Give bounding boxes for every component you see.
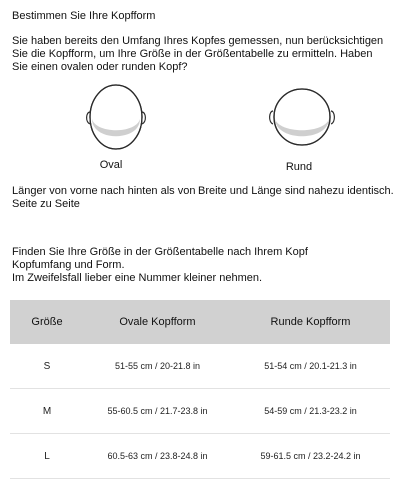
size-finder-text [12,246,397,285]
table-row [10,434,390,479]
round-head-icon [262,84,342,150]
cell-round: 59-61.5 cm / 23.2-24.2 in [231,434,390,479]
cell-round: 54-59 cm / 21.3-23.2 in [231,389,390,434]
cell-size: S [10,344,84,389]
intro-line: Sie haben bereits den Umfang Ihres Kopfes gemessen, nun berücksichtigen [12,35,384,47]
round-label: Rund [285,161,313,173]
cell-oval: 60.5-63 cm / 23.8-24.8 in [84,434,231,479]
intro-text [12,35,397,74]
section-heading: Bestimmen Sie Ihre Kopfform [12,10,156,22]
round-desc-line: Breite und Länge sind nahezu identisch. [198,185,394,197]
header-round: Runde Kopfform [231,300,390,344]
oval-desc-line: Länger von vorne nach hinten als von [12,185,196,197]
cell-oval: 51-55 cm / 20-21.8 in [84,344,231,389]
header-oval: Ovale Kopfform [84,300,231,344]
table-row [10,389,390,434]
size-table [10,300,390,479]
table-header-row [10,300,390,344]
oval-description [12,185,202,211]
finder-line: Kopfumfang und Form. [12,259,125,271]
oval-head-icon [76,82,156,152]
finder-line: Im Zweifelsfall lieber eine Nummer kleiner nehmen. [12,272,263,284]
cell-size: M [10,389,84,434]
cell-size: L [10,434,84,479]
round-description [198,185,398,198]
table-row [10,344,390,389]
cell-oval: 55-60.5 cm / 21.7-23.8 in [84,389,231,434]
header-size: Größe [10,300,84,344]
intro-line: Sie einen ovalen oder runden Kopf? [12,61,188,73]
oval-label: Oval [99,159,123,171]
finder-line: Finden Sie Ihre Größe in der Größentabelle nach Ihrem Kopf [12,246,308,258]
oval-desc-line: Seite zu Seite [12,198,80,210]
cell-round: 51-54 cm / 20.1-21.3 in [231,344,390,389]
intro-line: Sie die Kopfform, um Ihre Größe in der Größentabelle zu ermitteln. Haben [12,48,373,60]
